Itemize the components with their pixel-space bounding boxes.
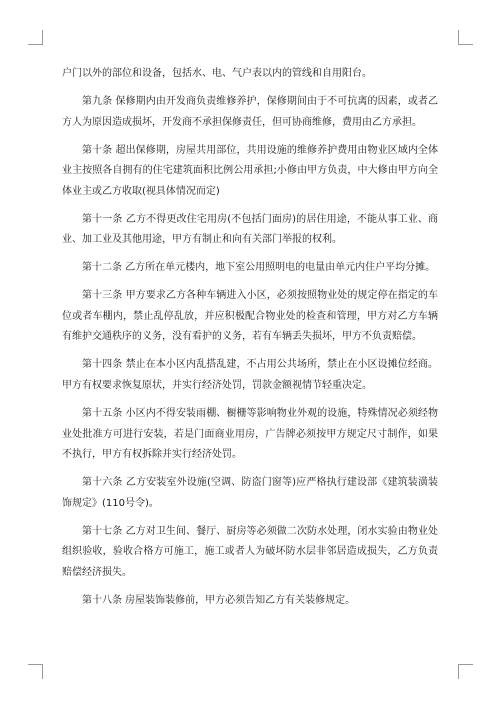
clause-10: 第十条 超出保修期，房屋共用部位，共用设施的维修养护费用由物业区域内全体业主按照各自拥有的住宅建筑面积比例公用承担;小修由甲方负责，中大修由甲方向全体业主或乙方收取(视具体情况而定) xyxy=(62,144,438,197)
paragraph-continuation: 户门以外的部位和设备，包括水、电、气户表以内的管线和自用阳台。 xyxy=(62,68,372,79)
clause-15: 第十五条 小区内不得安装雨棚、橱栅等影响物业外观的设施，特殊情况必须经物业处批准方可进行安装，若是门面商业用房，广告牌必须按甲方规定尺寸制作，如果不执行，甲方有权拆除并实行经济处罚。 xyxy=(62,408,438,461)
clause-11: 第十一条 乙方不得更改住宅用房(不包括门面房)的居住用途，不能从事工业、商业、加工业及其他用途，甲方有制止和向有关部门举报的权利。 xyxy=(62,213,438,246)
crop-mark-bottom-left xyxy=(28,664,43,679)
clause-14: 第十四条 禁止在本小区内乱搭乱建，不占用公共场所，禁止在小区设摊位经商。甲方有权要求恢复原状，并实行经济处罚，罚款金额视情节轻重决定。 xyxy=(62,359,438,392)
crop-mark-top-right xyxy=(458,30,473,45)
clause-16: 第十六条 乙方安装室外设施(空调、防盗门窗等)应严格执行建设部《建筑装潢装饰规定》(110号令)。 xyxy=(62,477,438,509)
clause-9: 第九条 保修期内由开发商负责维修养护，保修期间由于不可抗离的因素，或者乙方人为原因造成损坏，开发商不承担保修责任，但可协商维修，费用由乙方承担。 xyxy=(62,95,438,128)
clause-13: 第十三条 甲方要求乙方各种车辆进入小区，必须按照物业处的规定停在指定的车位或者车棚内，禁止乱停乱放，并应积极配合物业处的检查和管理，甲方对乙方车辆有维护交通秩序的义务，没有看护的义务，若有车辆丢失损坏，甲方不负责赔偿。 xyxy=(62,290,438,343)
crop-mark-top-left xyxy=(28,30,43,45)
crop-mark-bottom-right xyxy=(458,664,473,679)
clause-18: 第十八条 房屋装饰装修前，甲方必须告知乙方有关装修规定。 xyxy=(82,594,356,606)
document-page xyxy=(62,64,438,619)
clause-17: 第十七条 乙方对卫生间、餐厅、厨房等必须做二次防水处理，闭水实验由物业处组织验收，验收合格方可施工，施工或者人为破坏防水层非邻居造成损失，乙方负责赔偿经济损失。 xyxy=(62,525,438,578)
clause-12: 第十二条 乙方所在单元楼内，地下室公用照明电的电量由单元内住户平均分摊。 xyxy=(82,262,436,274)
